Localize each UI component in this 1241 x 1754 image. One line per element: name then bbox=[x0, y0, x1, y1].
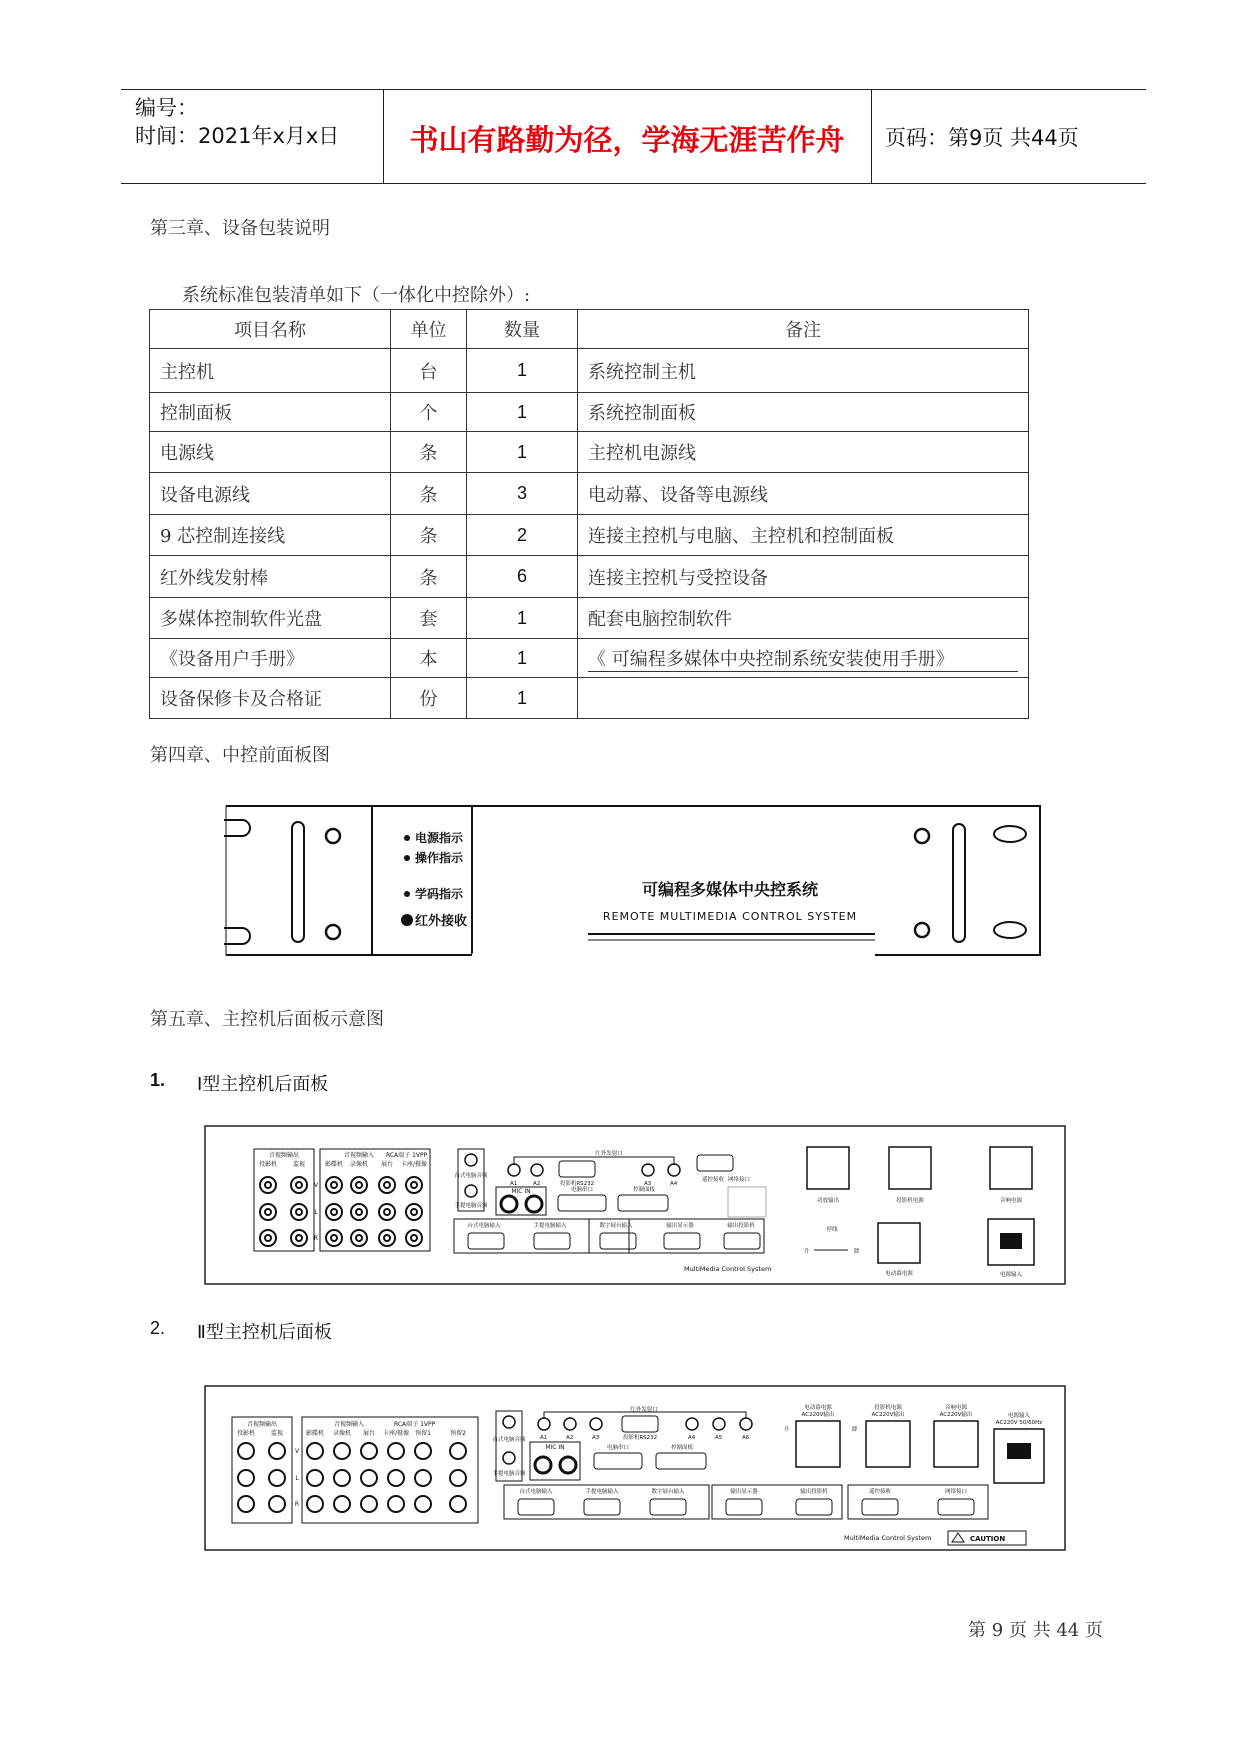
column-label: 监视 bbox=[292, 1161, 306, 1168]
column-label: 展台 bbox=[362, 1430, 376, 1437]
power-label: 投影机电源 bbox=[874, 1405, 902, 1411]
item-unit: 条 bbox=[391, 432, 467, 473]
ac-out-label: AC220V输出 bbox=[801, 1412, 835, 1418]
column-label: 预留2 bbox=[450, 1430, 466, 1437]
item-name: 主控机 bbox=[150, 349, 391, 393]
mic-in-label: MIC IN bbox=[545, 1444, 565, 1451]
socket-label: 音响电源 bbox=[999, 1198, 1023, 1204]
table-header: 单位 bbox=[391, 310, 467, 349]
header-page-label: 页码：第9页 共44页 bbox=[885, 126, 1079, 150]
item-note-text: 《 可编程多媒体中央控制系统安装使用手册》 bbox=[588, 645, 1018, 672]
handle-slot-icon bbox=[994, 922, 1026, 938]
handle-slot-icon bbox=[224, 820, 250, 836]
column-label: 影碟机 bbox=[324, 1161, 344, 1168]
power-label: 电动幕电源 bbox=[804, 1405, 832, 1411]
a-label: A2 bbox=[533, 1181, 541, 1187]
pc-audio-label: 台式电脑音频 bbox=[454, 1173, 488, 1179]
ir-port-label: 红外发射口 bbox=[595, 1151, 623, 1157]
item-note bbox=[578, 678, 1029, 719]
vlr-label: V bbox=[313, 1182, 319, 1189]
item-note: 连接主控机与受控设备 bbox=[578, 556, 1029, 598]
item2-number: 2. bbox=[150, 1318, 166, 1338]
table-row bbox=[150, 678, 1029, 719]
handle-slot-icon bbox=[224, 928, 250, 944]
vlr-label: L bbox=[314, 1209, 318, 1216]
chapter5-title: 第五章、主控机后面板示意图 bbox=[150, 1009, 384, 1030]
brand-label: MultiMedia Control System bbox=[684, 1265, 772, 1273]
av-in-label: 音视频输入 bbox=[334, 1421, 365, 1428]
indicator-label: 学码指示 bbox=[415, 887, 464, 901]
indicator-label: 红外接收 bbox=[415, 914, 468, 929]
header-motto-cell bbox=[383, 90, 872, 183]
item-unit: 条 bbox=[391, 515, 467, 556]
power-in-label: 电源输入 bbox=[1007, 1413, 1031, 1419]
item-name: 《设备用户手册》 bbox=[150, 639, 391, 678]
net-port-label: 网络接口 bbox=[728, 1177, 751, 1183]
item-note: 配套电脑控制软件 bbox=[578, 598, 1029, 639]
vga-label: 手提电脑输入 bbox=[585, 1489, 619, 1495]
stop-label: 停线 bbox=[826, 1227, 838, 1233]
pc-serial-label: 电脑串口 bbox=[570, 1187, 594, 1193]
item-unit: 份 bbox=[391, 678, 467, 719]
item-name: 9 芯控制连接线 bbox=[150, 515, 391, 556]
table-row bbox=[150, 473, 1029, 515]
ctrl-panel-label: 控制面板 bbox=[632, 1187, 656, 1193]
column-label: 监视 bbox=[270, 1430, 284, 1437]
item-unit: 本 bbox=[391, 639, 467, 678]
date-label: 时间：2021年x月x日 bbox=[135, 124, 340, 148]
footer-page: 第 9 页 共 44 页 bbox=[968, 1620, 1103, 1641]
rca-label: RCA端子 1VPP bbox=[386, 1152, 428, 1159]
a-label: A6 bbox=[742, 1435, 750, 1441]
screw-icon bbox=[326, 925, 340, 939]
device-name-cn: 可编程多媒体中央控系统 bbox=[641, 880, 819, 899]
table-row bbox=[150, 639, 1029, 678]
table-header: 项目名称 bbox=[150, 310, 391, 349]
item-note: 主控机电源线 bbox=[578, 432, 1029, 473]
table-header: 备注 bbox=[578, 310, 1029, 349]
item-note bbox=[578, 639, 1029, 678]
item1-number: 1. bbox=[150, 1070, 166, 1090]
column-label: 卡座/摄像 bbox=[400, 1161, 428, 1168]
column-label: 卡座/摄像 bbox=[382, 1430, 410, 1437]
table-header: 数量 bbox=[467, 310, 578, 349]
vlr-label: V bbox=[294, 1448, 300, 1455]
front-panel-outline bbox=[226, 806, 1040, 955]
a-label: A4 bbox=[670, 1181, 678, 1187]
av-in-label: 音视频输入 bbox=[344, 1152, 375, 1159]
vga-label: 输出显示器 bbox=[730, 1489, 758, 1495]
a-label: A1 bbox=[510, 1181, 518, 1187]
table-row bbox=[150, 556, 1029, 598]
a-label: A3 bbox=[644, 1181, 652, 1187]
column-label: 影碟机 bbox=[305, 1430, 325, 1437]
brand-label: MultiMedia Control System bbox=[844, 1534, 932, 1542]
item-qty: 1 bbox=[467, 678, 578, 719]
rca-label: RCA端子 1VPP bbox=[394, 1421, 436, 1428]
motto: 书山有路勤为径，学海无涯苦作舟 bbox=[409, 123, 845, 157]
vlr-label: R bbox=[313, 1235, 319, 1242]
item-qty: 6 bbox=[467, 556, 578, 598]
up-label: 升 bbox=[804, 1249, 810, 1255]
vlr-label: L bbox=[295, 1475, 299, 1482]
indicator-label: 操作指示 bbox=[415, 851, 464, 865]
chapter4-title: 第四章、中控前面板图 bbox=[150, 745, 330, 766]
indicator-dot-icon bbox=[404, 835, 410, 841]
socket-label: 功放输出 bbox=[816, 1198, 840, 1204]
handle-bar-icon bbox=[953, 824, 965, 942]
vga-label: 遥控接收 bbox=[868, 1489, 892, 1495]
laptop-audio-label: 手提电脑音频 bbox=[454, 1203, 488, 1209]
socket-label: 电源输入 bbox=[999, 1272, 1023, 1278]
rear-panel-type2 bbox=[204, 1385, 1066, 1551]
item-qty: 1 bbox=[467, 393, 578, 432]
screw-icon bbox=[326, 829, 340, 843]
av-out-label: 音视频输出 bbox=[246, 1421, 278, 1428]
vga-label: 网络接口 bbox=[944, 1489, 968, 1495]
item-unit: 台 bbox=[391, 349, 467, 393]
item-note: 系统控制面板 bbox=[578, 393, 1029, 432]
a-label: A2 bbox=[566, 1435, 574, 1441]
table-row bbox=[150, 432, 1029, 473]
down-label: 降 bbox=[852, 1427, 858, 1433]
proj-rs232-label: 投影机RS232 bbox=[559, 1181, 595, 1187]
item-name: 控制面板 bbox=[150, 393, 391, 432]
indicator-label: 电源指示 bbox=[415, 831, 464, 845]
item-qty: 3 bbox=[467, 473, 578, 515]
item-unit: 个 bbox=[391, 393, 467, 432]
item-note: 系统控制主机 bbox=[578, 349, 1029, 393]
down-label: 降 bbox=[854, 1249, 860, 1255]
vga-label: 台式电脑输入 bbox=[467, 1223, 501, 1229]
front-panel-diagram bbox=[220, 800, 1050, 965]
socket-label: 电动幕电源 bbox=[885, 1271, 913, 1277]
a-label: A5 bbox=[715, 1435, 723, 1441]
screw-icon bbox=[915, 829, 929, 843]
item-name: 电源线 bbox=[150, 432, 391, 473]
socket-label: 投影机电源 bbox=[896, 1198, 924, 1204]
a-label: A3 bbox=[592, 1435, 600, 1441]
power-spec-label: AC220V 50/60Hz bbox=[995, 1420, 1043, 1426]
number-label: 编号： bbox=[135, 96, 198, 120]
ac-out-label: AC220V输出 bbox=[871, 1412, 905, 1418]
column-label: 投影机 bbox=[258, 1161, 278, 1168]
screw-icon bbox=[915, 923, 929, 937]
item-name: 多媒体控制软件光盘 bbox=[150, 598, 391, 639]
up-label: 升 bbox=[784, 1427, 790, 1433]
item-qty: 2 bbox=[467, 515, 578, 556]
item-qty: 1 bbox=[467, 639, 578, 678]
column-label: 展台 bbox=[380, 1161, 394, 1168]
laptop-audio-label: 手提电脑音频 bbox=[492, 1471, 526, 1477]
caution-label: CAUTION bbox=[970, 1535, 1006, 1543]
item-name: 设备电源线 bbox=[150, 473, 391, 515]
item-qty: 1 bbox=[467, 349, 578, 393]
item-unit: 条 bbox=[391, 556, 467, 598]
table-row bbox=[150, 598, 1029, 639]
vga-label: 输出投影机 bbox=[800, 1489, 828, 1495]
item-qty: 1 bbox=[467, 598, 578, 639]
packing-list-table bbox=[149, 309, 1029, 719]
header-info-cell bbox=[121, 90, 384, 183]
item2-label: Ⅱ型主控机后面板 bbox=[197, 1322, 332, 1342]
table-row bbox=[150, 393, 1029, 432]
item-qty: 1 bbox=[467, 432, 578, 473]
indicator-dot-icon bbox=[404, 891, 410, 897]
item-unit: 条 bbox=[391, 473, 467, 515]
pc-serial-label: 电脑串口 bbox=[606, 1445, 630, 1451]
ir-port-label: 红外发射口 bbox=[630, 1407, 658, 1413]
vga-label: 数字展台输入 bbox=[599, 1223, 633, 1229]
ctrl-panel-label: 控制面板 bbox=[670, 1445, 694, 1451]
a-label: A4 bbox=[688, 1435, 696, 1441]
power-label: 音响电源 bbox=[944, 1405, 968, 1411]
handle-bar-icon bbox=[292, 822, 304, 942]
a-label: A1 bbox=[540, 1435, 548, 1441]
chapter3-title: 第三章、设备包装说明 bbox=[150, 218, 330, 239]
item-unit: 套 bbox=[391, 598, 467, 639]
vga-label: 手提电脑输入 bbox=[533, 1223, 567, 1229]
table-row bbox=[150, 515, 1029, 556]
vlr-label: R bbox=[294, 1501, 300, 1508]
proj-rs232-label: 投影机RS232 bbox=[622, 1435, 658, 1441]
column-label: 录像机 bbox=[349, 1161, 369, 1168]
item-note: 电动幕、设备等电源线 bbox=[578, 473, 1029, 515]
table-row bbox=[150, 349, 1029, 393]
item-name: 红外线发射棒 bbox=[150, 556, 391, 598]
chapter3-intro: 系统标准包装清单如下（一体化中控除外）: bbox=[182, 285, 531, 306]
column-label: 录像机 bbox=[332, 1430, 352, 1437]
handle-slot-icon bbox=[994, 826, 1026, 842]
vga-label: 输出投影机 bbox=[727, 1223, 755, 1229]
av-out-label: 音视频输出 bbox=[268, 1152, 300, 1159]
device-name-en: REMOTE MULTIMEDIA CONTROL SYSTEM bbox=[602, 910, 858, 923]
remote-rx-label: 遥控接收 bbox=[702, 1177, 725, 1183]
item-name: 设备保修卡及合格证 bbox=[150, 678, 391, 719]
ir-receiver-icon bbox=[401, 914, 413, 926]
item1-label: Ⅰ型主控机后面板 bbox=[197, 1074, 329, 1094]
item-note: 连接主控机与电脑、主控机和控制面板 bbox=[578, 515, 1029, 556]
column-label: 投影机 bbox=[236, 1430, 256, 1437]
page-header bbox=[121, 89, 1146, 184]
mic-in-label: MIC IN bbox=[511, 1188, 531, 1195]
pc-audio-label: 台式电脑音频 bbox=[492, 1437, 526, 1443]
vga-label: 台式电脑输入 bbox=[519, 1489, 553, 1495]
ac-out-label: AC220V输出 bbox=[939, 1412, 973, 1418]
rear-panel-type1 bbox=[204, 1125, 1066, 1285]
indicator-dot-icon bbox=[404, 855, 410, 861]
table-header-row bbox=[150, 310, 1029, 349]
vga-label: 数字展台输入 bbox=[651, 1489, 685, 1495]
column-label: 预留1 bbox=[415, 1430, 431, 1437]
vga-label: 输出显示器 bbox=[666, 1223, 694, 1229]
